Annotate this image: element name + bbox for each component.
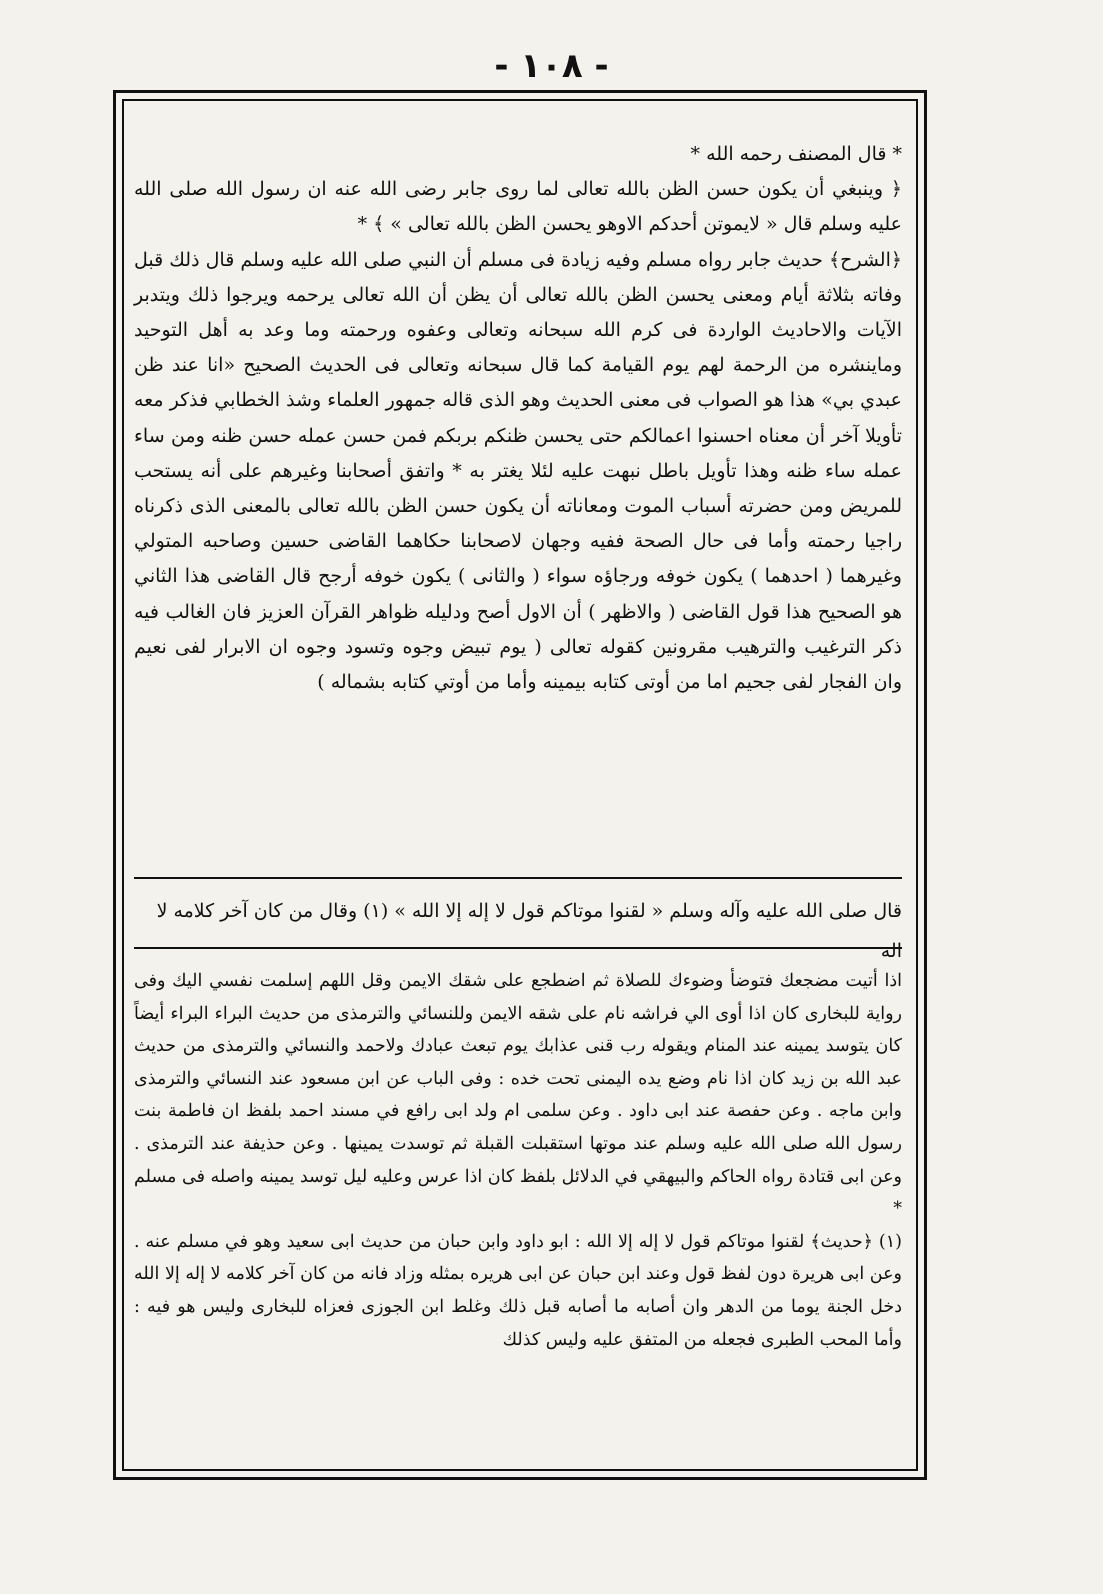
footnote-takhrij: (١) ﴿حديث﴾ لقنوا موتاكم قول لا إله إلا الله : ابو داود وابن حبان من حديث ابى سعيد وهو في مسلم عنه . وعن ابى هريرة دون لفظ قول وعند ابن حبان عن ابى هريره بمثله وزاد فانه من كان آخر كلامه لا إله إلا الله دخل الجنة يوما من الدهر وان أصابه ما أصابه قبل ذلك وغلط ابن الجوزى فعزاه للبخارى وليس هو فيه : وأما المحب الطبرى فجعله من المتفق عليه وليس كذلك (134, 1231, 902, 1350)
footnotes (134, 965, 902, 1356)
footnote-hadith-line: قال صلى الله عليه وآله وسلم « لقنوا موتاكم قول لا إله إلا الله » (١) وقال من كان آخر كلامه لا اله (156, 900, 902, 962)
footnote-paragraph: اذا أتيت مضجعك فتوضأ وضوءك للصلاة ثم اضطجع على شقك الايمن وقل اللهم إسلمت نفسي اليك وفى رواية للبخارى كان اذا أوى الي فراشه نام على شقه الايمن وللنسائي والترمذى من حديث البراء البراء أيضاً كان يتوسد يمينه عند المنام ويقوله رب قنى عذابك يوم تبعث عبادك ولاحمد والنسائي والترمذى من حديث عبد الله بن زيد كان اذا نام وضع يده اليمنى تحت خده : وفى الباب عن ابن مسعود عند النسائي والترمذى وابن ماجه . وعن حفصة عند ابى داود . وعن سلمى ام ولد ابى رافع في مسند احمد بلفظ ان فاطمة بنت رسول الله صلى الله عليه وسلم عند موتها استقبلت القبلة ثم توسدت يمينها . وعن حذيفة عند الترمذى . وعن ابى قتادة رواه الحاكم والبيهقي في الدلائل بلفظ كان اذا عرس وعليه ليل توسد يمينه واصله فى مسلم * (134, 971, 902, 1220)
page-frame-inner (122, 99, 918, 1471)
page-number: - ١٠٨ - (494, 46, 609, 86)
matn-paragraph: ﴿ وينبغي أن يكون حسن الظن بالله تعالى لما روى جابر رضى الله عنه ان رسول الله صلى الله عليه وسلم قال « لايموتن أحدكم الاوهو يحسن الظن بالله تعالى » ﴾ * (134, 178, 902, 236)
divider-top (134, 877, 902, 879)
author-heading: * قال المصنف رحمه الله * (690, 143, 902, 165)
sharh-paragraph: ﴿الشرح﴾ حديث جابر رواه مسلم وفيه زيادة فى مسلم أن النبي صلى الله عليه وسلم قال ذلك قبل وفاته بثلاثة أيام ومعنى يحسن الظن بالله تعالى أن يظن أن الله تعالى يرحمه ويرجوا ذلك ويتدبر الآيات والاحاديث الواردة فى كرم الله سبحانه وتعالى وعفوه ورحمته وما وعد به أهل التوحيد وماينشره من الرحمة لهم يوم القيامة كما قال سبحانه وتعالى فى الحديث الصحيح «انا عند ظن عبدي بي» هذا هو الصواب فى معنى الحديث وهو الذى قاله جمهور العلماء وشذ الخطابي فذكر معه تأويلا آخر أن معناه احسنوا اعمالكم حتى يحسن ظنكم بربكم فمن حسن عمله حسن ظنه ومن ساء عمله ساء ظنه وهذا تأويل باطل نبهت عليه لئلا يغتر به * واتفق أصحابنا وغيرهم على أنه يستحب للمريض ومن حضرته أسباب الموت ومعاناته أن يكون حسن الظن بالله تعالى بالمعنى الذى ذكرناه راجيا رحمته وأما فى حال الصحة ففيه وجهان لاصحابنا حكاهما القاضى حسين وصاحبه المتولي وغيرهما ( احدهما ) يكون خوفه ورجاؤه سواء ( والثانى ) يكون خوفه أرجح قال القاضى هذا الثاني هو الصحيح هذا قول القاضى ( والاظهر ) أن الاول أصح ودليله ظواهر القرآن العزيز فان الغالب فيه ذكر الترغيب والترهيب مقرونين كقوله تعالى ( يوم تبيض وجوه وتسود وجوه ان الابرار لفى نعيم وان الفجار لفى جحيم اما من أوتى كتابه بيمينه وأما من أوتي كتابه بشماله ) (134, 248, 902, 694)
divider-footnotes (134, 947, 902, 949)
main-text (134, 137, 902, 700)
page-frame (113, 90, 927, 1480)
